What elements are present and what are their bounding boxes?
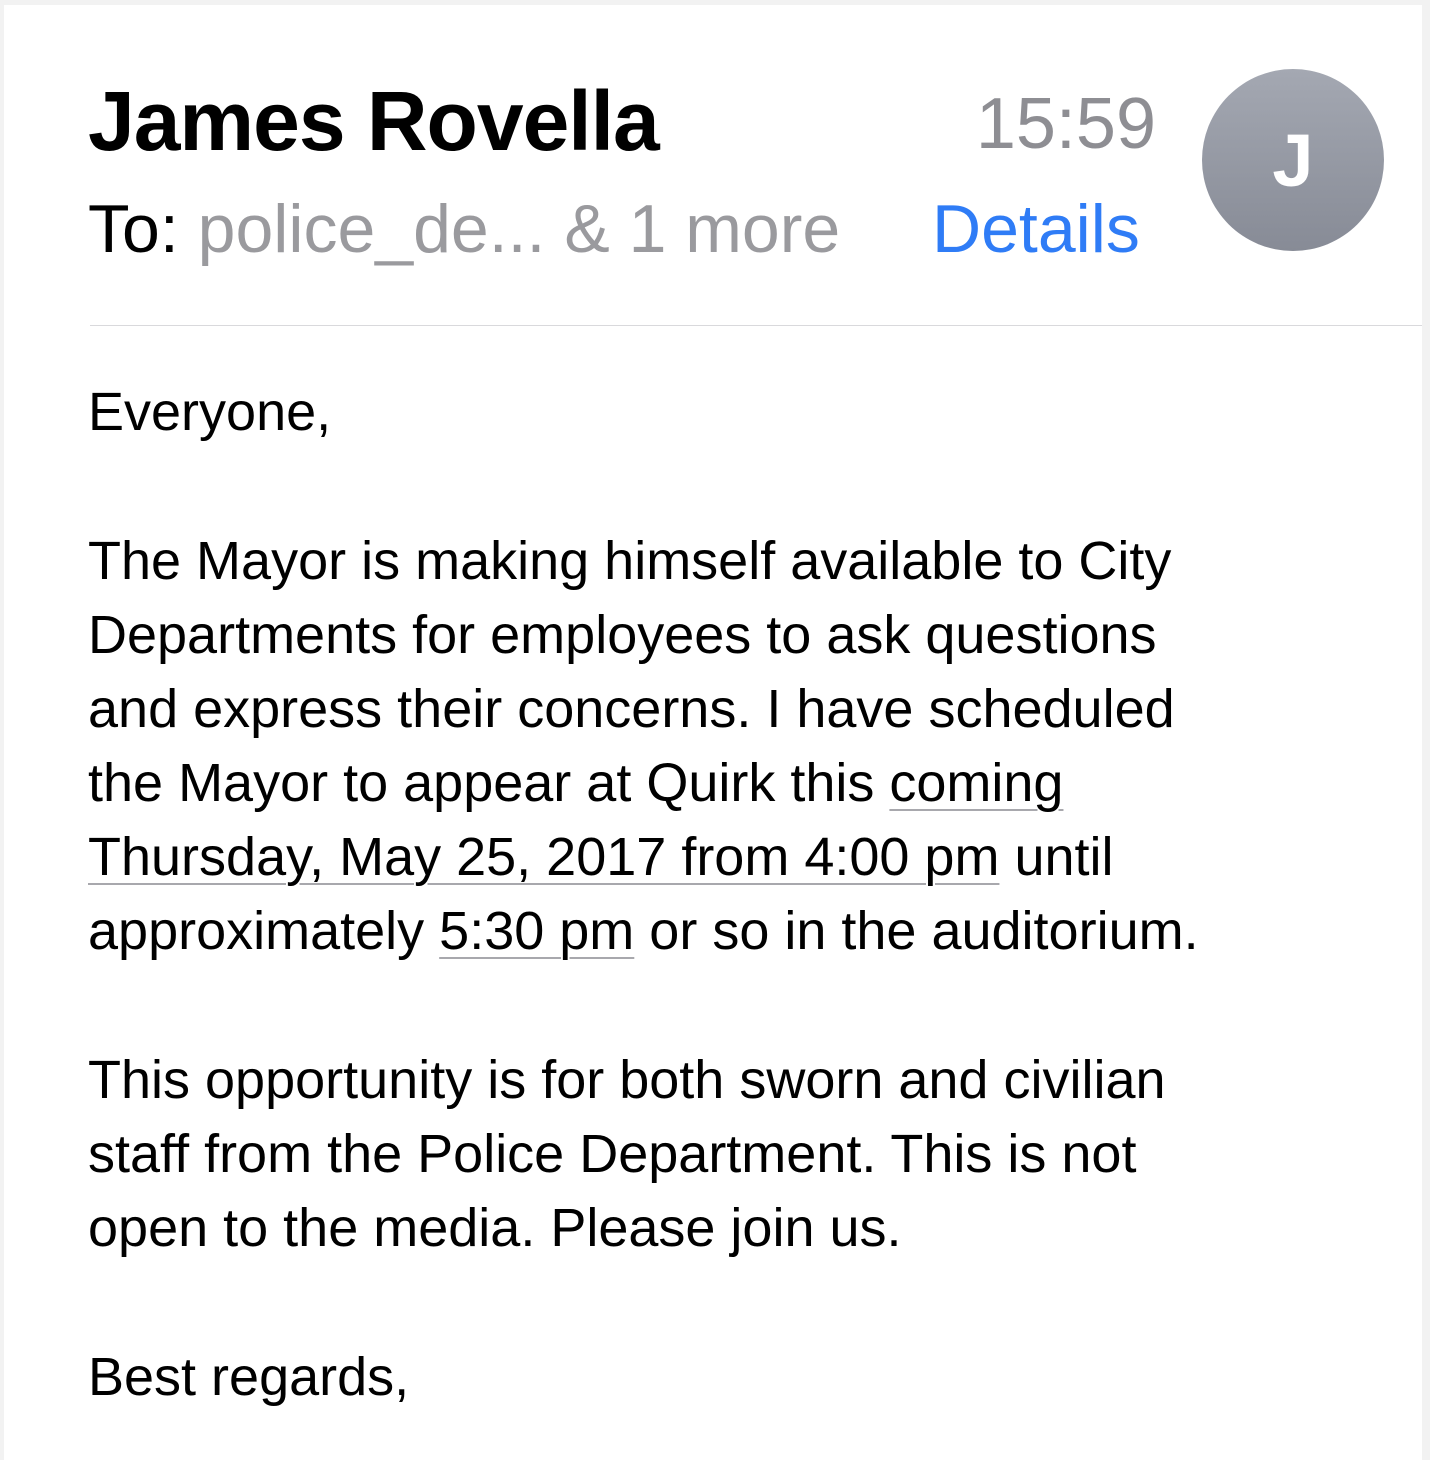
body-text-segment: the Mayor to appear at Quirk this: [88, 753, 890, 813]
to-label: To:: [88, 191, 179, 267]
closing: Best regards,: [88, 1347, 410, 1407]
body-paragraph-2: [88, 1043, 1388, 1265]
body-text-segment: approximately: [88, 901, 440, 961]
sender-avatar[interactable]: J: [1202, 69, 1384, 251]
body-line: [88, 746, 1388, 820]
body-text-segment: until: [999, 827, 1114, 887]
email-view: [4, 5, 1422, 1460]
body-line: This opportunity is for both sworn and civilian: [88, 1050, 1166, 1110]
body-paragraph-1: [88, 524, 1388, 968]
details-link[interactable]: Details: [932, 191, 1140, 267]
body-line: [88, 894, 1388, 968]
message-time: 15:59: [975, 84, 1156, 164]
body-line: The Mayor is making himself available to City: [88, 531, 1172, 591]
message-body: [88, 375, 1388, 1414]
body-line: Departments for employees to ask questions: [88, 605, 1157, 665]
recipients-summary[interactable]: police_de... & 1 more: [197, 191, 841, 267]
recipients-line: [88, 187, 840, 271]
date-link-coming[interactable]: coming: [889, 753, 1064, 813]
body-line: and express their concerns. I have scheduled: [88, 679, 1175, 739]
date-link-thursday[interactable]: Thursday, May 25, 2017 from 4:00 pm: [88, 827, 1000, 887]
body-line: open to the media. Please join us.: [88, 1198, 902, 1258]
header-divider: [90, 325, 1422, 326]
body-line: [88, 820, 1388, 894]
greeting: Everyone,: [88, 382, 332, 442]
body-line: staff from the Police Department. This is not: [88, 1124, 1137, 1184]
sender-name: James Rovella: [88, 74, 659, 168]
body-text-segment: or so in the auditorium.: [634, 901, 1199, 961]
time-link-530[interactable]: 5:30 pm: [439, 901, 635, 961]
